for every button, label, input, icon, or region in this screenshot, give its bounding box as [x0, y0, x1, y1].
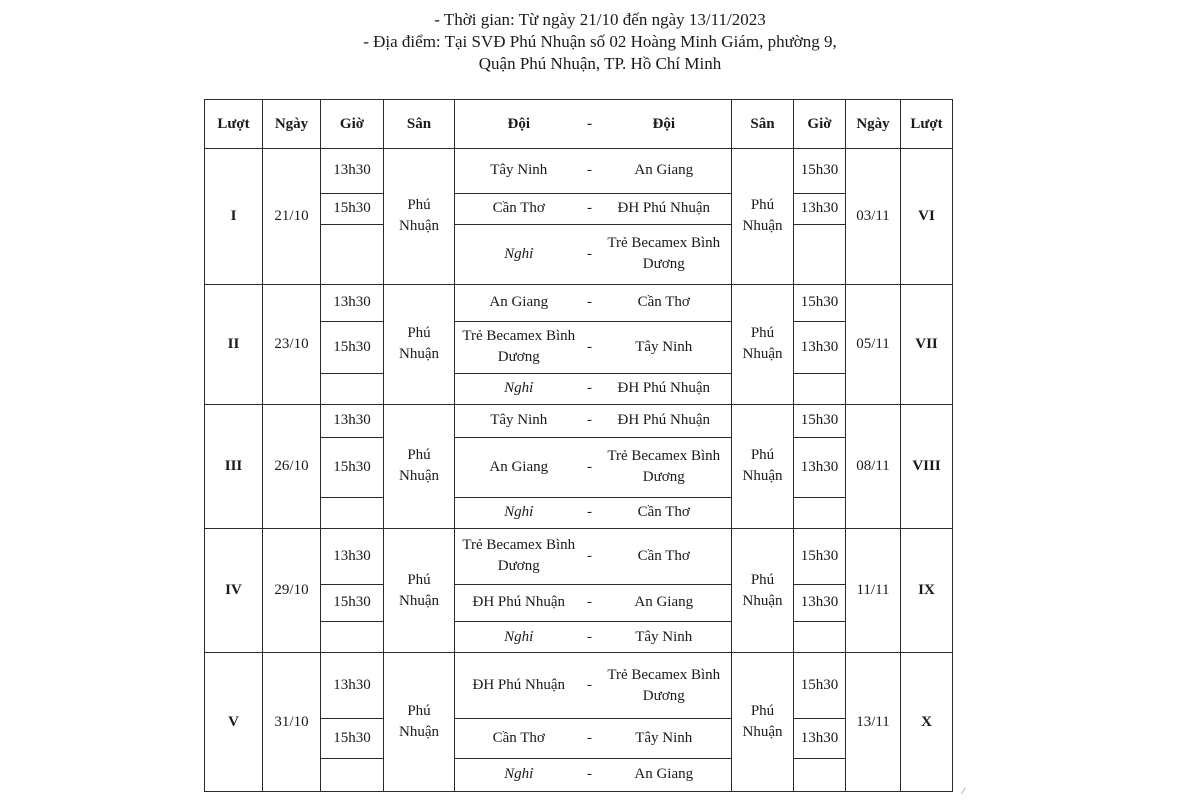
- dash: -: [583, 404, 597, 437]
- table-row: [205, 404, 953, 437]
- round-right: VII: [901, 284, 953, 404]
- team-home: Tây Ninh: [455, 149, 583, 194]
- venue-left: Phú Nhuận: [384, 528, 455, 652]
- round-left: III: [205, 404, 263, 528]
- time-left: [321, 373, 384, 404]
- time-right: [794, 622, 846, 653]
- round-left: II: [205, 284, 263, 404]
- team-away: Tây Ninh: [597, 719, 732, 758]
- venue-line: - Địa điểm: Tại SVĐ Phú Nhuận số 02 Hoàng Minh Giám, phường 9,: [363, 32, 837, 51]
- venue-left: Phú Nhuận: [384, 284, 455, 404]
- team-away: Cần Thơ: [597, 284, 732, 321]
- venue-right: Phú Nhuận: [732, 404, 794, 528]
- time-right: 15h30: [794, 528, 846, 584]
- round-right: X: [901, 653, 953, 792]
- team-home: Trẻ Becamex Bình Dương: [455, 321, 583, 373]
- team-home: Nghỉ: [455, 497, 583, 528]
- team-away: Cần Thơ: [597, 497, 732, 528]
- table-row: [205, 528, 953, 584]
- round-right: VI: [901, 149, 953, 285]
- time-left: 13h30: [321, 528, 384, 584]
- time-right: 13h30: [794, 437, 846, 497]
- col-ngay-right: Ngày: [846, 100, 901, 149]
- venue-right: Phú Nhuận: [732, 284, 794, 404]
- dash: -: [583, 622, 597, 653]
- dash: -: [583, 284, 597, 321]
- team-away: ĐH Phú Nhuận: [597, 404, 732, 437]
- table-row: [205, 653, 953, 719]
- dash: -: [583, 224, 597, 284]
- time-right: [794, 758, 846, 791]
- table-row: [205, 284, 953, 321]
- col-dash: -: [583, 100, 597, 149]
- team-away: ĐH Phú Nhuận: [597, 193, 732, 224]
- dash: -: [583, 321, 597, 373]
- time-right: [794, 373, 846, 404]
- round-left: I: [205, 149, 263, 285]
- time-right: 15h30: [794, 653, 846, 719]
- dash: -: [583, 528, 597, 584]
- dash: -: [583, 653, 597, 719]
- dash: -: [583, 437, 597, 497]
- time-right: [794, 224, 846, 284]
- team-home: An Giang: [455, 284, 583, 321]
- document-header: [0, 9, 1200, 75]
- venue-right: Phú Nhuận: [732, 528, 794, 652]
- date-right: 11/11: [846, 528, 901, 652]
- col-san-right: Sân: [732, 100, 794, 149]
- schedule-body: [205, 149, 953, 792]
- team-away: Trẻ Becamex Bình Dương: [597, 437, 732, 497]
- table-row: [205, 149, 953, 194]
- col-gio-right: Giờ: [794, 100, 846, 149]
- venue-left: Phú Nhuận: [384, 404, 455, 528]
- time-left: 15h30: [321, 437, 384, 497]
- time-left: [321, 224, 384, 284]
- team-home: Cần Thơ: [455, 719, 583, 758]
- time-right: 15h30: [794, 149, 846, 194]
- team-home: Trẻ Becamex Bình Dương: [455, 528, 583, 584]
- date-right: 08/11: [846, 404, 901, 528]
- date-left: 23/10: [263, 284, 321, 404]
- team-home: Nghỉ: [455, 373, 583, 404]
- team-away: An Giang: [597, 758, 732, 791]
- col-san-left: Sân: [384, 100, 455, 149]
- team-home: Nghỉ: [455, 622, 583, 653]
- round-right: IX: [901, 528, 953, 652]
- team-away: An Giang: [597, 149, 732, 194]
- time-right: 13h30: [794, 584, 846, 621]
- date-left: 29/10: [263, 528, 321, 652]
- date-left: 21/10: [263, 149, 321, 285]
- schedule-table: [204, 99, 953, 792]
- team-home: Nghỉ: [455, 224, 583, 284]
- team-away: Tây Ninh: [597, 622, 732, 653]
- team-away: Tây Ninh: [597, 321, 732, 373]
- round-left: V: [205, 653, 263, 792]
- dash: -: [583, 373, 597, 404]
- time-left: 15h30: [321, 193, 384, 224]
- date-right: 13/11: [846, 653, 901, 792]
- time-left: 15h30: [321, 719, 384, 758]
- team-home: Tây Ninh: [455, 404, 583, 437]
- dash: -: [583, 758, 597, 791]
- time-right: 13h30: [794, 719, 846, 758]
- col-luot-left: Lượt: [205, 100, 263, 149]
- venue-right: Phú Nhuận: [732, 653, 794, 792]
- round-left: IV: [205, 528, 263, 652]
- venue-left: Phú Nhuận: [384, 653, 455, 792]
- col-ngay-left: Ngày: [263, 100, 321, 149]
- time-right: 15h30: [794, 404, 846, 437]
- time-left: 13h30: [321, 653, 384, 719]
- venue-right: Phú Nhuận: [732, 149, 794, 285]
- col-doi-away: Đội: [597, 100, 732, 149]
- dash: -: [583, 193, 597, 224]
- time-left: [321, 758, 384, 791]
- venue-left: Phú Nhuận: [384, 149, 455, 285]
- date-right: 03/11: [846, 149, 901, 285]
- date-left: 26/10: [263, 404, 321, 528]
- team-home: ĐH Phú Nhuận: [455, 653, 583, 719]
- dash: -: [583, 719, 597, 758]
- time-left: 13h30: [321, 404, 384, 437]
- dash: -: [583, 149, 597, 194]
- team-home: Cần Thơ: [455, 193, 583, 224]
- time-left: [321, 622, 384, 653]
- team-home: ĐH Phú Nhuận: [455, 584, 583, 621]
- col-luot-right: Lượt: [901, 100, 953, 149]
- time-left: 15h30: [321, 321, 384, 373]
- time-left: 13h30: [321, 149, 384, 194]
- round-right: VIII: [901, 404, 953, 528]
- time-right: 15h30: [794, 284, 846, 321]
- time-line: - Thời gian: Từ ngày 21/10 đến ngày 13/11/2023: [434, 10, 766, 29]
- team-away: ĐH Phú Nhuận: [597, 373, 732, 404]
- time-left: 15h30: [321, 584, 384, 621]
- venue-district-line: Quận Phú Nhuận, TP. Hồ Chí Minh: [478, 54, 722, 73]
- dash: -: [583, 497, 597, 528]
- team-home: Nghỉ: [455, 758, 583, 791]
- time-left: 13h30: [321, 284, 384, 321]
- team-away: Trẻ Becamex Bình Dương: [597, 224, 732, 284]
- col-gio-left: Giờ: [321, 100, 384, 149]
- scan-mark: ⁄: [962, 786, 964, 796]
- team-away: Cần Thơ: [597, 528, 732, 584]
- time-right: 13h30: [794, 321, 846, 373]
- date-left: 31/10: [263, 653, 321, 792]
- team-home: An Giang: [455, 437, 583, 497]
- team-away: Trẻ Becamex Bình Dương: [597, 653, 732, 719]
- team-away: An Giang: [597, 584, 732, 621]
- time-left: [321, 497, 384, 528]
- col-doi-home: Đội: [455, 100, 583, 149]
- time-right: 13h30: [794, 193, 846, 224]
- dash: -: [583, 584, 597, 621]
- time-right: [794, 497, 846, 528]
- table-header-row: [205, 100, 953, 149]
- date-right: 05/11: [846, 284, 901, 404]
